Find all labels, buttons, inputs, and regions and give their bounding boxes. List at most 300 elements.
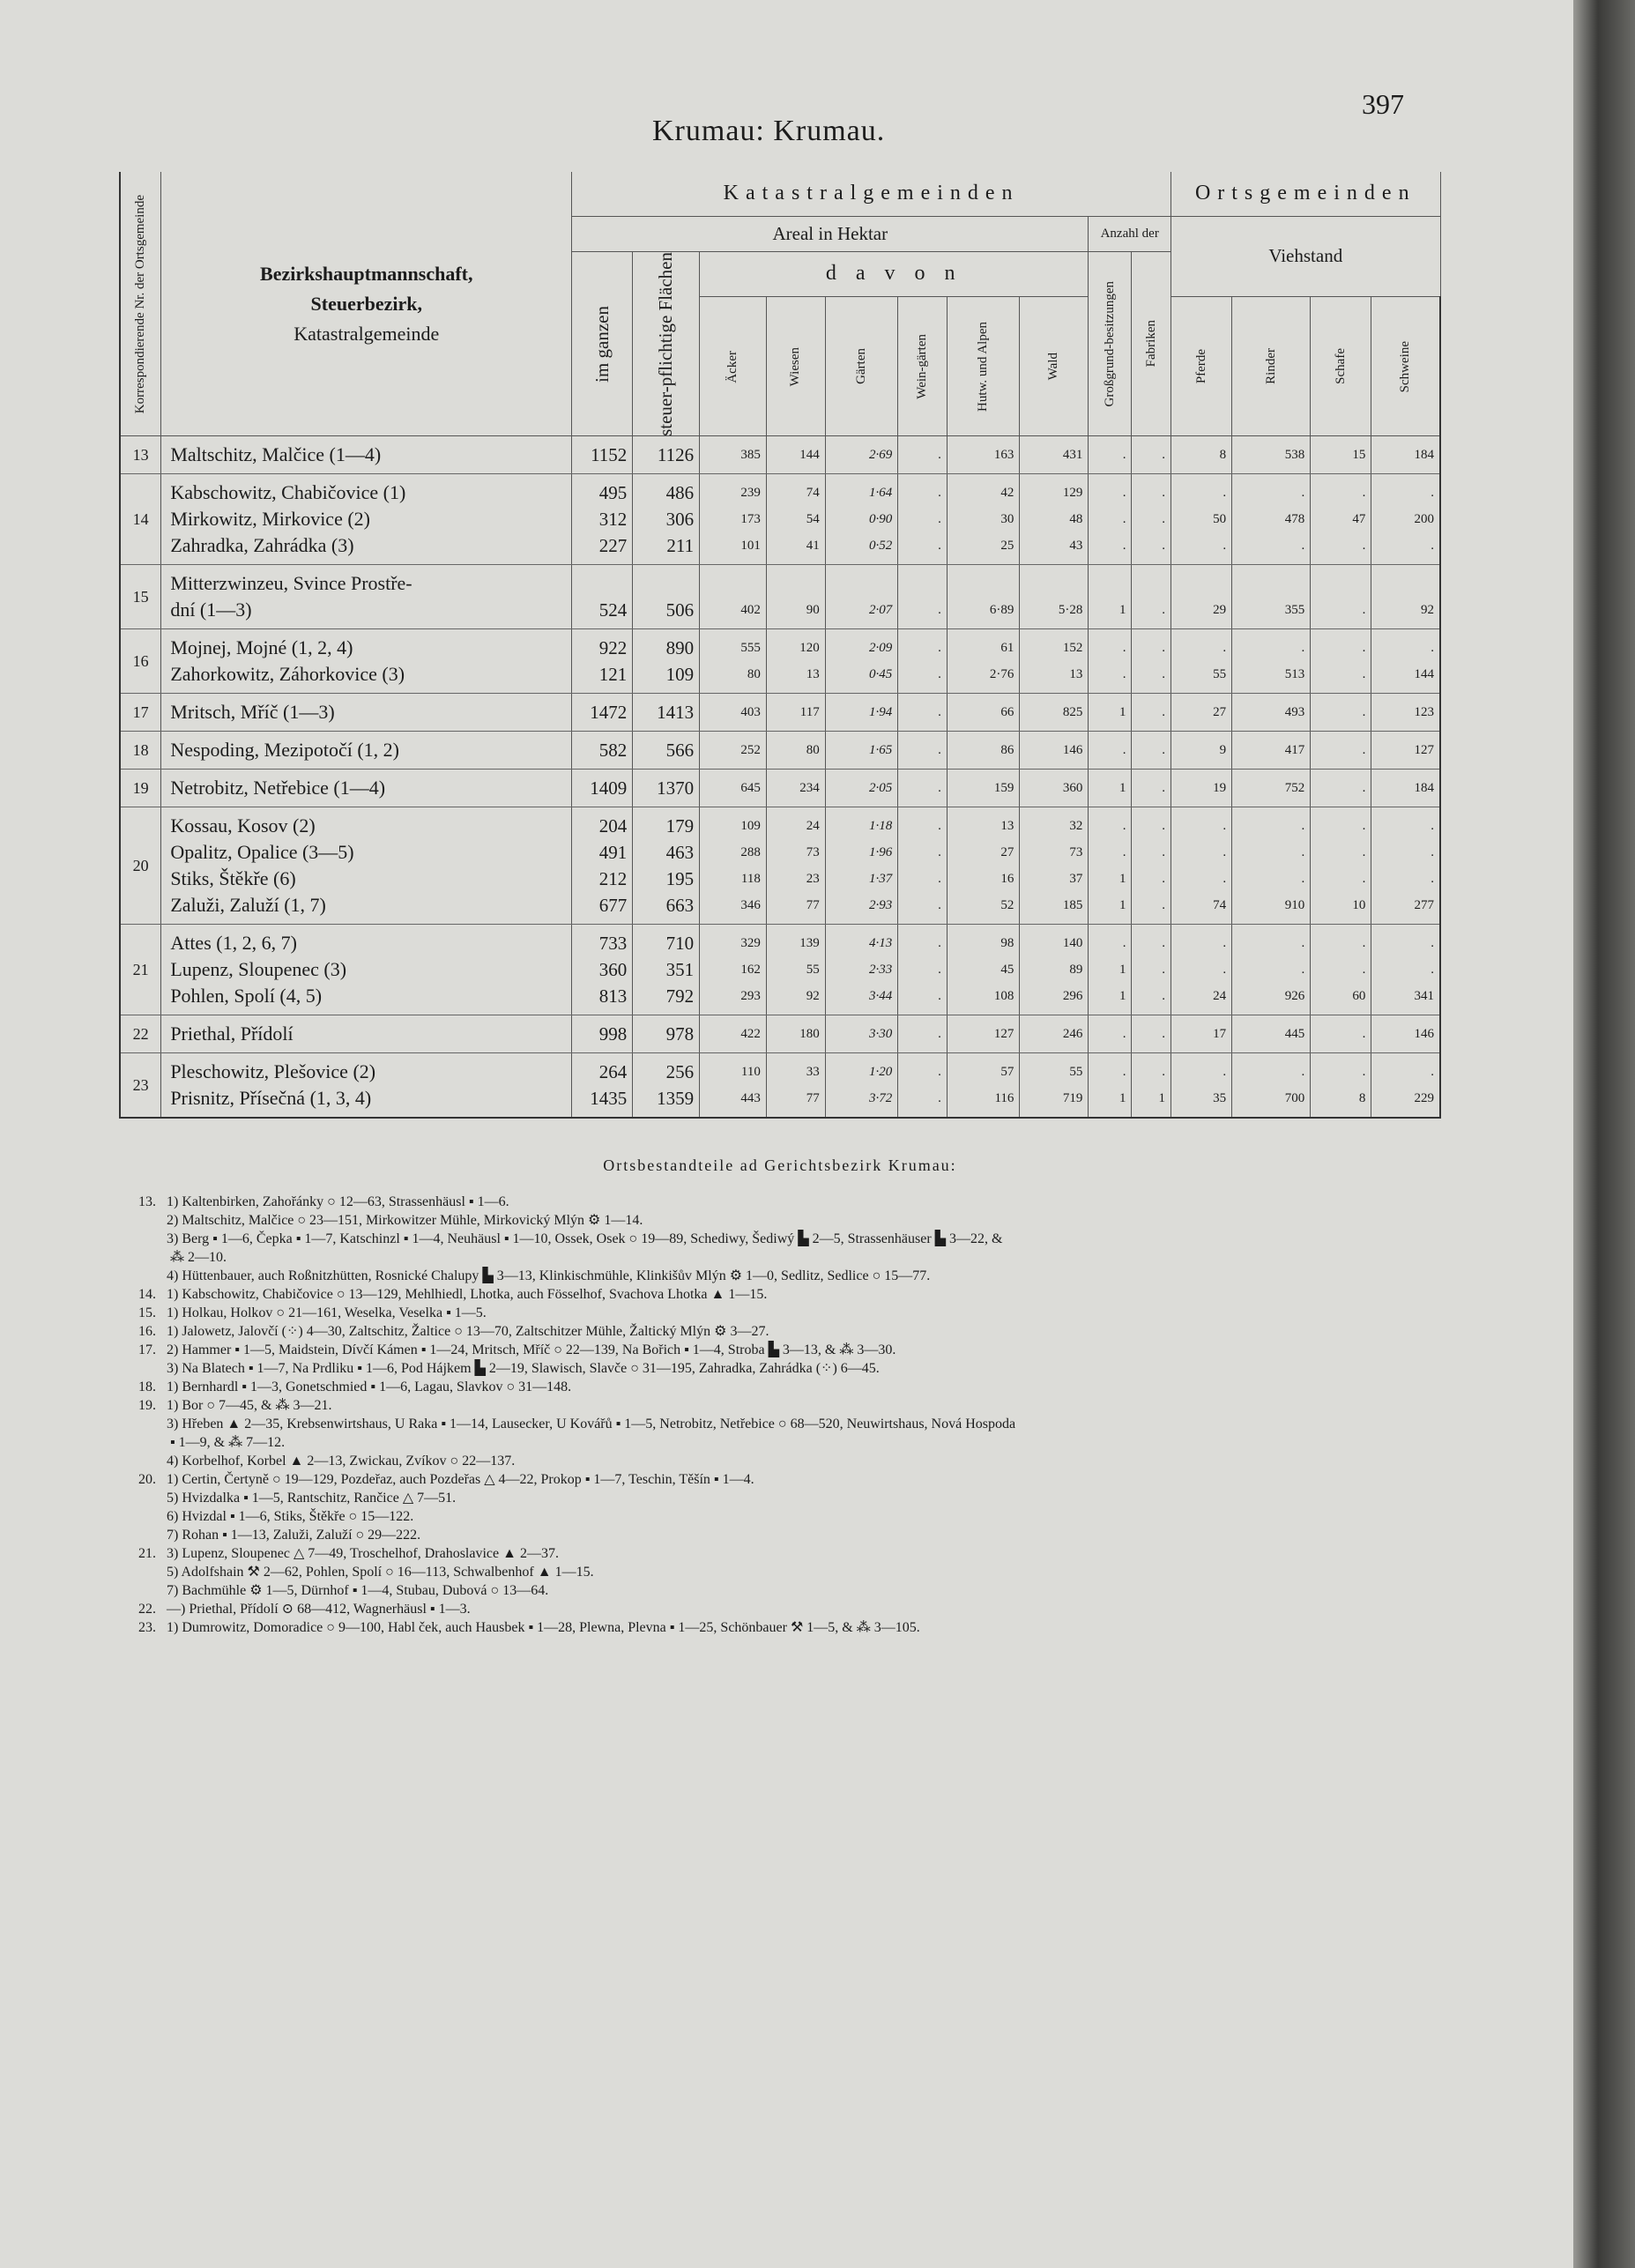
value-garten: 0·52 <box>868 539 893 554</box>
row-number: 14 <box>120 474 161 565</box>
value-ganz: 813 <box>598 985 628 1008</box>
value-pferde: 50 <box>1213 512 1227 527</box>
value-hutw: 30 <box>1000 512 1014 527</box>
ortsbestand-line-number: 13. <box>138 1194 156 1209</box>
ortsbestand-line-number: 16. <box>138 1324 156 1339</box>
cell-fabr <box>1132 694 1171 732</box>
value-garten: 2·93 <box>868 898 893 913</box>
cell-schafe <box>1311 732 1371 770</box>
fabriken-header <box>1132 251 1171 436</box>
katastralgemeinde-name: Kabschowitz, Chabičovice (1) <box>170 481 406 504</box>
value-steuer: 306 <box>665 509 695 531</box>
rinder-label: Rinder <box>1263 348 1278 385</box>
value-pferde: 27 <box>1213 705 1227 720</box>
value-wald: 43 <box>1069 539 1083 554</box>
cell-pferde <box>1171 807 1232 925</box>
cell-gross <box>1089 436 1132 474</box>
ortsbestand-line-text: 6) Hvizdal ▪ 1—6, Stiks, Štěkře ○ 15—122. <box>167 1509 414 1524</box>
katastralgemeinde-name: Nespoding, Mezipotočí (1, 2) <box>170 739 399 762</box>
value-fabr <box>1132 570 1165 597</box>
cell-gross <box>1089 565 1132 629</box>
ortsbestand-line-text: 3) Hřeben ▲ 2—35, Krebsenwirtshaus, U Raka ▪ 1—14, Lausecker, U Kovářů ▪ 1—5, Netrobitz, Netřebice ○ 68—520, Neuwirtshaus, Nová Hospoda <box>167 1417 1016 1431</box>
value-steuer: 1413 <box>657 702 695 724</box>
katastralgemeinde-name: Netrobitz, Netřebice (1—4) <box>170 777 386 799</box>
katastralgemeinde-names <box>161 807 572 925</box>
cell-garten <box>825 565 897 629</box>
katastralgemeinde-name: Pohlen, Spolí (4, 5) <box>170 985 323 1008</box>
row-number: 20 <box>120 807 161 925</box>
value-pferde: . <box>1223 819 1227 834</box>
ortsbestand-list <box>119 1193 1441 1637</box>
value-acker: 385 <box>740 448 761 463</box>
cell-garten <box>825 925 897 1015</box>
value-wein: . <box>938 781 941 796</box>
cell-schafe <box>1311 1053 1371 1119</box>
areal-header: Areal in Hektar <box>572 216 1089 251</box>
value-wiesen: 23 <box>806 872 820 887</box>
value-fabr: . <box>1162 872 1166 887</box>
value-schweine: . <box>1431 641 1434 656</box>
value-fabr: . <box>1162 1027 1166 1042</box>
cell-gross <box>1089 1053 1132 1119</box>
row-number: 16 <box>120 629 161 694</box>
value-wiesen: 74 <box>806 486 820 501</box>
cell-steuer <box>633 629 700 694</box>
cell-wald <box>1020 1015 1089 1053</box>
cell-rinder <box>1232 807 1311 925</box>
ortsbestand-line-text: ⁂ 2—10. <box>167 1250 227 1265</box>
value-hutw: 45 <box>1000 963 1014 978</box>
cell-acker <box>700 565 767 629</box>
cell-wiesen <box>766 565 825 629</box>
value-fabr: . <box>1162 936 1166 951</box>
value-wald: 152 <box>1062 641 1083 656</box>
value-wald: 360 <box>1062 781 1083 796</box>
ortsbestand-line-text: 1) Dumrowitz, Domoradice ○ 9—100, Habl ček, auch Hausbek ▪ 1—28, Plewna, Plevna ▪ 1—25, Schönbauer ⚒ 1—5, & ⁂ 3—105. <box>167 1620 920 1635</box>
value-steuer <box>633 570 694 597</box>
cell-wiesen <box>766 732 825 770</box>
value-rinder: 752 <box>1284 781 1305 796</box>
katastral-header: Katastralgemeinden <box>572 172 1171 216</box>
value-garten: 1·20 <box>868 1065 893 1080</box>
ortsbestand-line <box>119 1304 1441 1322</box>
katastralgemeinde-name: Zaluži, Zaluží (1, 7) <box>170 894 326 917</box>
value-ganz <box>572 570 627 597</box>
value-pferde: 74 <box>1213 898 1227 913</box>
table-row <box>120 925 1440 1015</box>
fabriken-label: Fabriken <box>1143 320 1158 368</box>
cell-pferde <box>1171 925 1232 1015</box>
ortsbestand-line-number: 14. <box>138 1287 156 1302</box>
value-acker: 109 <box>740 819 761 834</box>
cell-ganz <box>572 807 633 925</box>
cell-gross <box>1089 474 1132 565</box>
page-number: 397 <box>1362 88 1404 120</box>
ortsbestand-line-text: 7) Bachmühle ⚙ 1—5, Dürnhof ▪ 1—4, Stubau, Dubová ○ 13—64. <box>167 1583 549 1598</box>
cell-rinder <box>1232 1015 1311 1053</box>
value-acker: 239 <box>740 486 761 501</box>
cell-hutw <box>947 732 1019 770</box>
cell-fabr <box>1132 474 1171 565</box>
cell-rinder <box>1232 565 1311 629</box>
value-fabr: . <box>1162 667 1166 682</box>
page-edge <box>1573 0 1635 2268</box>
cell-steuer <box>633 474 700 565</box>
value-gross: . <box>1122 819 1126 834</box>
cell-schweine <box>1371 770 1440 807</box>
table-row <box>120 436 1440 474</box>
bezirk-header-line-1: Bezirkshauptmannschaft, <box>260 262 473 285</box>
cell-steuer <box>633 694 700 732</box>
ortsbestand-line-text: ▪ 1—9, & ⁂ 7—12. <box>167 1435 286 1450</box>
katastralgemeinde-name: Prisnitz, Přísečná (1, 3, 4) <box>170 1087 372 1110</box>
value-wald: 140 <box>1062 936 1083 951</box>
cell-steuer <box>633 732 700 770</box>
value-rinder: 513 <box>1284 667 1305 682</box>
value-wiesen: 234 <box>799 781 820 796</box>
value-schweine: . <box>1431 819 1434 834</box>
value-garten: 3·30 <box>868 1027 893 1042</box>
value-schafe: . <box>1362 603 1366 618</box>
value-wiesen <box>767 570 820 597</box>
table-row <box>120 1053 1440 1119</box>
value-wein: . <box>938 898 941 913</box>
value-fabr: . <box>1162 845 1166 860</box>
katastralgemeinde-name: Mirkowitz, Mirkovice (2) <box>170 508 370 531</box>
value-garten: 1·65 <box>868 743 893 758</box>
value-wein: . <box>938 936 941 951</box>
value-steuer: 486 <box>665 482 695 504</box>
katastralgemeinde-name: Maltschitz, Malčice (1—4) <box>170 443 382 466</box>
schweine-header <box>1371 297 1440 436</box>
value-schafe: . <box>1362 743 1366 758</box>
cell-schafe <box>1311 474 1371 565</box>
value-wein: . <box>938 641 941 656</box>
value-pferde: 55 <box>1213 667 1227 682</box>
value-steuer: 109 <box>665 664 695 686</box>
ortsbestand-line-text: 1) Certin, Čertyně ○ 19—129, Pozdeřaz, auch Pozdeřas △ 4—22, Prokop ▪ 1—7, Teschin, Těšín ▪ 1—4. <box>167 1472 754 1487</box>
value-fabr: . <box>1162 963 1166 978</box>
cell-schafe <box>1311 565 1371 629</box>
cell-ganz <box>572 474 633 565</box>
ortsbestand-line <box>119 1359 1441 1378</box>
value-schweine: 127 <box>1414 743 1434 758</box>
cell-garten <box>825 1053 897 1119</box>
cell-wein <box>898 1053 948 1119</box>
ortsbestand-line-number: 20. <box>138 1472 156 1487</box>
value-steuer: 663 <box>665 895 695 917</box>
cell-acker <box>700 732 767 770</box>
ortsbestand-line-text: 3) Lupenz, Sloupenec △ 7—49, Troschelhof, Drahoslavice ▲ 2—37. <box>167 1546 559 1561</box>
katastralgemeinde-names <box>161 770 572 807</box>
ortsbestand-line-number <box>119 1452 156 1470</box>
value-fabr: . <box>1162 448 1166 463</box>
value-hutw: 16 <box>1000 872 1014 887</box>
wiesen-label: Wiesen <box>788 346 803 387</box>
cell-pferde <box>1171 732 1232 770</box>
row-number: 22 <box>120 1015 161 1053</box>
value-wein: . <box>938 539 941 554</box>
hutw-header <box>947 297 1019 436</box>
cell-garten <box>825 629 897 694</box>
ortsbestand-line-number: 23. <box>138 1620 156 1635</box>
value-schafe: 10 <box>1352 898 1366 913</box>
value-rinder <box>1232 570 1304 597</box>
ortsbestand-line-text: 1) Bernhardl ▪ 1—3, Gonetschmied ▪ 1—6, Lagau, Slavkov ○ 31—148. <box>167 1379 572 1394</box>
ortsbestand-line <box>119 1378 1441 1396</box>
rinder-header <box>1232 297 1311 436</box>
ortsbestand-line-number <box>119 1489 156 1507</box>
value-pferde: . <box>1223 963 1227 978</box>
cell-schweine <box>1371 1053 1440 1119</box>
value-ganz: 204 <box>598 815 628 837</box>
value-schweine: . <box>1431 845 1434 860</box>
katastralgemeinde-name: Zahorkowitz, Záhorkovice (3) <box>170 663 405 686</box>
ortsbestand-line <box>119 1396 1441 1415</box>
value-steuer: 256 <box>665 1061 695 1083</box>
value-pferde: . <box>1223 1065 1227 1080</box>
ortsbestand-line-number <box>119 1433 156 1452</box>
korr-header-label: Korrespondierende Nr. der Ortsgemeinde <box>133 194 148 413</box>
value-fabr: 1 <box>1158 1091 1166 1106</box>
value-pferde: . <box>1223 486 1227 501</box>
value-fabr: . <box>1162 898 1166 913</box>
weingarten-header <box>898 297 948 436</box>
ortsbestand-line <box>119 1507 1441 1526</box>
value-garten: 3·44 <box>868 989 893 1004</box>
value-rinder: 417 <box>1284 743 1305 758</box>
pferde-label: Pferde <box>1193 349 1208 384</box>
value-gross: . <box>1122 1065 1126 1080</box>
value-schafe: . <box>1362 819 1366 834</box>
ortsbestand-line <box>119 1470 1441 1489</box>
katastralgemeinde-name: Mojnej, Mojné (1, 2, 4) <box>170 636 353 659</box>
value-wiesen: 24 <box>806 819 820 834</box>
cell-wald <box>1020 565 1089 629</box>
value-garten: 0·45 <box>868 667 893 682</box>
cell-steuer <box>633 925 700 1015</box>
value-acker: 402 <box>740 603 761 618</box>
value-wein: . <box>938 1065 941 1080</box>
katastralgemeinde-names <box>161 694 572 732</box>
value-ganz: 1435 <box>590 1088 628 1110</box>
value-schafe <box>1311 570 1365 597</box>
row-number: 17 <box>120 694 161 732</box>
davon-header: d a v o n <box>700 251 1089 297</box>
katastralgemeinde-name: Stiks, Štěkře (6) <box>170 867 296 890</box>
value-wein <box>898 570 941 597</box>
cell-hutw <box>947 770 1019 807</box>
value-steuer: 710 <box>665 933 695 955</box>
cell-acker <box>700 694 767 732</box>
cell-acker <box>700 807 767 925</box>
value-wein: . <box>938 989 941 1004</box>
ortsbestand-line <box>119 1489 1441 1507</box>
value-schafe: . <box>1362 705 1366 720</box>
value-wiesen: 41 <box>806 539 820 554</box>
value-steuer: 463 <box>665 842 695 864</box>
ortsbestand-line-text: 1) Holkau, Holkov ○ 21—161, Weselka, Veselka ▪ 1—5. <box>167 1305 487 1320</box>
ortsbestand-line-number: 19. <box>138 1398 156 1413</box>
ortsbestand-line-text: 7) Rohan ▪ 1—13, Zaluži, Zaluží ○ 29—222. <box>167 1528 421 1543</box>
cell-acker <box>700 1015 767 1053</box>
value-hutw: 25 <box>1000 539 1014 554</box>
ortsbestand-line-text: 4) Hüttenbauer, auch Roßnitzhütten, Rosnické Chalupy ▙ 3—13, Klinkischmühle, Klinkišův Mlýn ⚙ 1—0, Sedlitz, Sedlice ○ 15—77. <box>167 1268 931 1283</box>
value-acker: 118 <box>740 872 761 887</box>
value-wiesen: 144 <box>799 448 820 463</box>
value-rinder: . <box>1301 872 1305 887</box>
ortsbestand-line-number <box>119 1526 156 1544</box>
value-pferde: 9 <box>1219 743 1227 758</box>
value-pferde: . <box>1223 845 1227 860</box>
cell-pferde <box>1171 770 1232 807</box>
cell-ganz <box>572 565 633 629</box>
cell-schweine <box>1371 474 1440 565</box>
wald-header <box>1020 297 1089 436</box>
value-wald: 129 <box>1062 486 1083 501</box>
cell-schweine <box>1371 1015 1440 1053</box>
value-schafe: . <box>1362 781 1366 796</box>
ortsbestand-line <box>119 1526 1441 1544</box>
value-rinder: 445 <box>1284 1027 1305 1042</box>
value-gross: . <box>1122 845 1126 860</box>
value-hutw: 163 <box>993 448 1014 463</box>
cell-wald <box>1020 1053 1089 1119</box>
row-number: 13 <box>120 436 161 474</box>
ortsbestand-line-text: 3) Berg ▪ 1—6, Čepka ▪ 1—7, Katschinzl ▪ 1—4, Neuhäusl ▪ 1—10, Ossek, Osek ○ 19—89, Schediwy, Šediwý ▙ 2—5, Strassenhäuser ▙ 3—22, & <box>167 1231 1003 1246</box>
value-rinder: 910 <box>1284 898 1305 913</box>
value-wein: . <box>938 667 941 682</box>
cell-gross <box>1089 1015 1132 1053</box>
cell-wein <box>898 694 948 732</box>
value-rinder: . <box>1301 963 1305 978</box>
value-hutw: 61 <box>1000 641 1014 656</box>
value-gross: 1 <box>1118 872 1126 887</box>
cell-pferde <box>1171 474 1232 565</box>
statistics-table <box>119 172 1441 1119</box>
value-hutw: 127 <box>993 1027 1014 1042</box>
cell-steuer <box>633 436 700 474</box>
cell-hutw <box>947 694 1019 732</box>
bezirk-header-line-2: Steuerbezirk, <box>310 292 422 315</box>
value-rinder: . <box>1301 486 1305 501</box>
value-fabr: . <box>1162 1065 1166 1080</box>
value-wiesen: 139 <box>799 936 820 951</box>
bezirk-header <box>161 172 572 436</box>
value-hutw: 6·89 <box>989 603 1014 618</box>
cell-hutw <box>947 565 1019 629</box>
ortsbestand-title: Ortsbestandteile ad Gerichtsbezirk Krumau: <box>603 1156 957 1174</box>
cell-schweine <box>1371 436 1440 474</box>
ortsbestand-line-number <box>119 1359 156 1378</box>
value-fabr: . <box>1162 819 1166 834</box>
cell-wald <box>1020 925 1089 1015</box>
cell-wiesen <box>766 694 825 732</box>
value-rinder: . <box>1301 641 1305 656</box>
katastralgemeinde-name: Kossau, Kosov (2) <box>170 814 316 837</box>
value-wiesen: 117 <box>799 705 820 720</box>
cell-ganz <box>572 629 633 694</box>
value-steuer: 506 <box>665 599 695 621</box>
cell-wald <box>1020 732 1089 770</box>
table-row <box>120 770 1440 807</box>
cell-garten <box>825 732 897 770</box>
katastralgemeinde-name: Mitterzwinzeu, Svince Prostře- <box>170 572 412 595</box>
cell-wiesen <box>766 1053 825 1119</box>
cell-schafe <box>1311 1015 1371 1053</box>
cell-rinder <box>1232 629 1311 694</box>
value-wald: 89 <box>1069 963 1083 978</box>
value-pferde: 35 <box>1213 1091 1227 1106</box>
value-wiesen: 55 <box>806 963 820 978</box>
value-schweine: 144 <box>1414 667 1434 682</box>
value-wein: . <box>938 1091 941 1106</box>
cell-ganz <box>572 925 633 1015</box>
value-wiesen: 180 <box>799 1027 820 1042</box>
cell-steuer <box>633 565 700 629</box>
cell-pferde <box>1171 1053 1232 1119</box>
ortsbestand-line <box>119 1267 1441 1285</box>
cell-steuer <box>633 1015 700 1053</box>
ortsbestand-line-text: 2) Maltschitz, Malčice ○ 23—151, Mirkowitzer Mühle, Mirkovický Mlýn ⚙ 1—14. <box>167 1213 643 1228</box>
cell-wein <box>898 629 948 694</box>
cell-schweine <box>1371 694 1440 732</box>
value-schweine: 146 <box>1414 1027 1434 1042</box>
value-garten: 1·37 <box>868 872 893 887</box>
cell-ganz <box>572 1053 633 1119</box>
value-rinder: 926 <box>1284 989 1305 1004</box>
value-hutw: 159 <box>993 781 1014 796</box>
cell-hutw <box>947 1015 1019 1053</box>
garten-header <box>825 297 897 436</box>
cell-wiesen <box>766 629 825 694</box>
katastralgemeinde-names <box>161 732 572 770</box>
value-pferde: . <box>1223 641 1227 656</box>
value-rinder: 355 <box>1284 603 1305 618</box>
cell-schweine <box>1371 807 1440 925</box>
value-gross: . <box>1122 936 1126 951</box>
value-wald <box>1020 570 1082 597</box>
cell-wein <box>898 1015 948 1053</box>
value-wein: . <box>938 448 941 463</box>
cell-wald <box>1020 629 1089 694</box>
cell-acker <box>700 436 767 474</box>
ortsbestand-line <box>119 1600 1441 1618</box>
value-ganz: 1409 <box>590 777 628 799</box>
value-fabr: . <box>1162 641 1166 656</box>
value-gross: . <box>1122 486 1126 501</box>
katastralgemeinde-names <box>161 629 572 694</box>
value-ganz: 582 <box>598 740 628 762</box>
cell-wiesen <box>766 770 825 807</box>
value-ganz: 524 <box>598 599 628 621</box>
ortsbestand-line <box>119 1563 1441 1581</box>
value-acker: 173 <box>740 512 761 527</box>
weingarten-label: Wein-gärten <box>915 334 930 399</box>
value-rinder: . <box>1301 539 1305 554</box>
ortsbestand-line <box>119 1230 1441 1248</box>
value-ganz: 212 <box>598 868 628 890</box>
cell-rinder <box>1232 436 1311 474</box>
value-wald: 146 <box>1062 743 1083 758</box>
ortsbestand-line-number <box>119 1563 156 1581</box>
table-body <box>120 436 1440 1119</box>
ortsbestand-line-number <box>119 1248 156 1267</box>
value-gross: 1 <box>1118 781 1126 796</box>
ortsbestand-line-text: 5) Adolfshain ⚒ 2—62, Pohlen, Spolí ○ 16—113, Schwalbenhof ▲ 1—15. <box>167 1565 594 1580</box>
value-gross: . <box>1122 1027 1126 1042</box>
value-wein: . <box>938 963 941 978</box>
